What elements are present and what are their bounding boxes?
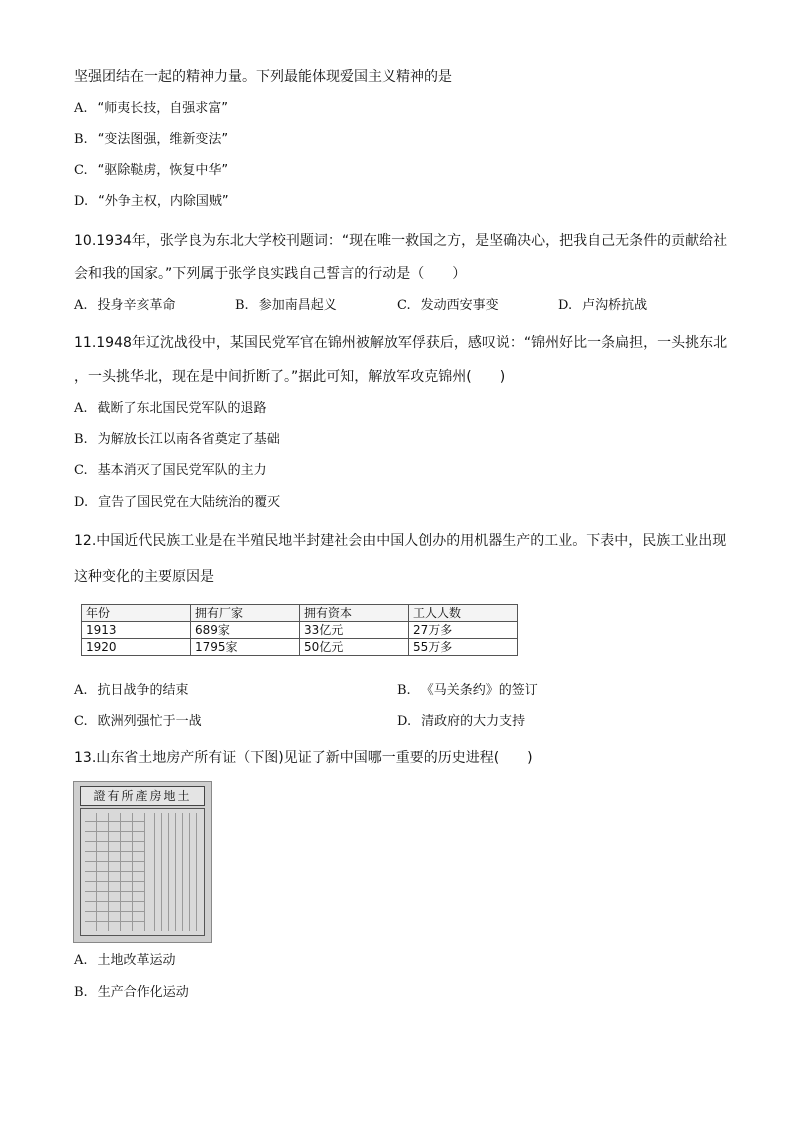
q13-option-a[interactable] (74, 952, 176, 970)
option-text: 生产合作化运动 (97, 985, 189, 1000)
table-cell: 27万多 (409, 622, 518, 639)
q13-option-b[interactable] (74, 984, 189, 1002)
option-letter: B. (235, 298, 249, 313)
option-text: “驱除鞑虏，恢复中华” (97, 163, 229, 178)
q12-option-a[interactable] (74, 682, 189, 700)
option-text: 截断了东北国民党军队的退路 (97, 401, 267, 416)
q12-option-b[interactable] (397, 682, 538, 700)
certificate-body (80, 808, 205, 936)
q10-option-b[interactable] (235, 297, 337, 315)
table-header-cell: 拥有厂家 (191, 605, 300, 622)
q12-option-c[interactable] (74, 713, 202, 731)
table-row (82, 622, 518, 639)
option-letter: B. (74, 132, 88, 147)
option-text: “师夷长技，自强求富” (97, 101, 229, 116)
option-letter: C. (74, 163, 88, 178)
table-cell: 33亿元 (300, 622, 409, 639)
table-header-cell: 工人人数 (409, 605, 518, 622)
table-cell: 1913 (82, 622, 191, 639)
q11-stem-line2: ，一头挑华北，现在是中间折断了。”据此可知，解放军攻克锦州( ) (74, 369, 506, 385)
option-letter: B. (74, 985, 88, 1000)
q12-stem-line2: 这种变化的主要原因是 (74, 569, 214, 585)
q9-option-d[interactable] (74, 193, 229, 211)
option-text: 清政府的大力支持 (421, 714, 526, 729)
table-cell: 1795家 (191, 639, 300, 656)
table-header-cell: 拥有资本 (300, 605, 409, 622)
q9-option-b[interactable] (74, 131, 228, 149)
table-cell: 50亿元 (300, 639, 409, 656)
q9-stem: 坚强团结在一起的精神力量。下列最能体现爱国主义精神的是 (74, 69, 452, 85)
q11-option-b[interactable] (74, 431, 280, 449)
option-text: “外争主权，内除国贼” (98, 194, 229, 209)
option-text: 卢沟桥抗战 (582, 298, 648, 313)
q11-stem-line1: 11.1948年辽沈战役中，某国民党军官在锦州被解放军俘获后，感叹说：“锦州好比一条扁担，一头挑东北 (74, 335, 728, 351)
certificate-ledger-grid (85, 813, 145, 931)
q10-stem-line1: 10.1934年，张学良为东北大学校刊题词：“现在唯一救国之方，是坚确决心，把我自己无条件的贡献给社 (74, 233, 728, 249)
q11-option-a[interactable] (74, 400, 267, 418)
land-certificate-image (73, 781, 212, 943)
q12-option-d[interactable] (397, 713, 525, 731)
option-text: 投身辛亥革命 (97, 298, 176, 313)
option-letter: C. (397, 298, 411, 313)
table-header-row (82, 605, 518, 622)
option-letter: B. (74, 432, 88, 447)
q10-option-d[interactable] (558, 297, 647, 315)
option-letter: D. (74, 194, 89, 209)
option-letter: C. (74, 463, 88, 478)
option-letter: B. (397, 683, 411, 698)
industry-table (81, 604, 518, 656)
option-text: “变法图强，维新变法” (97, 132, 229, 147)
q9-option-c[interactable] (74, 162, 228, 180)
table-cell: 1920 (82, 639, 191, 656)
option-letter: A. (74, 683, 88, 698)
option-letter: A. (74, 401, 88, 416)
option-letter: A. (74, 953, 88, 968)
q11-option-d[interactable] (74, 494, 280, 512)
certificate-text-columns (148, 813, 200, 931)
q10-option-a[interactable] (74, 297, 176, 315)
option-text: 抗日战争的结束 (97, 683, 189, 698)
table-cell: 689家 (191, 622, 300, 639)
option-text: 参加南昌起义 (258, 298, 337, 313)
option-text: 宣告了国民党在大陆统治的覆灭 (98, 495, 281, 510)
option-letter: D. (558, 298, 573, 313)
option-text: 欧洲列强忙于一战 (97, 714, 202, 729)
option-text: 发动西安事变 (420, 298, 499, 313)
option-text: 《马关条约》的签订 (420, 683, 538, 698)
option-letter: A. (74, 298, 88, 313)
q13-stem: 13.山东省土地房产所有证（下图)见证了新中国哪一重要的历史进程( ) (74, 750, 533, 766)
option-letter: D. (74, 495, 89, 510)
option-text: 土地改革运动 (97, 953, 176, 968)
option-text: 为解放长江以南各省奠定了基础 (97, 432, 280, 447)
option-letter: C. (74, 714, 88, 729)
q10-stem-line2: 会和我的国家。”下列属于张学良实践自己誓言的行动是（ ） (74, 266, 467, 282)
q10-option-c[interactable] (397, 297, 499, 315)
certificate-title: 證有所產房地土 (80, 786, 205, 806)
table-header-cell: 年份 (82, 605, 191, 622)
option-text: 基本消灭了国民党军队的主力 (97, 463, 267, 478)
option-letter: A. (74, 101, 88, 116)
q9-option-a[interactable] (74, 100, 228, 118)
q11-option-c[interactable] (74, 462, 267, 480)
q12-stem-line1: 12.中国近代民族工业是在半殖民地半封建社会由中国人创办的用机器生产的工业。下表中，民族工业出现 (74, 533, 727, 549)
table-cell: 55万多 (409, 639, 518, 656)
option-letter: D. (397, 714, 412, 729)
table-row (82, 639, 518, 656)
